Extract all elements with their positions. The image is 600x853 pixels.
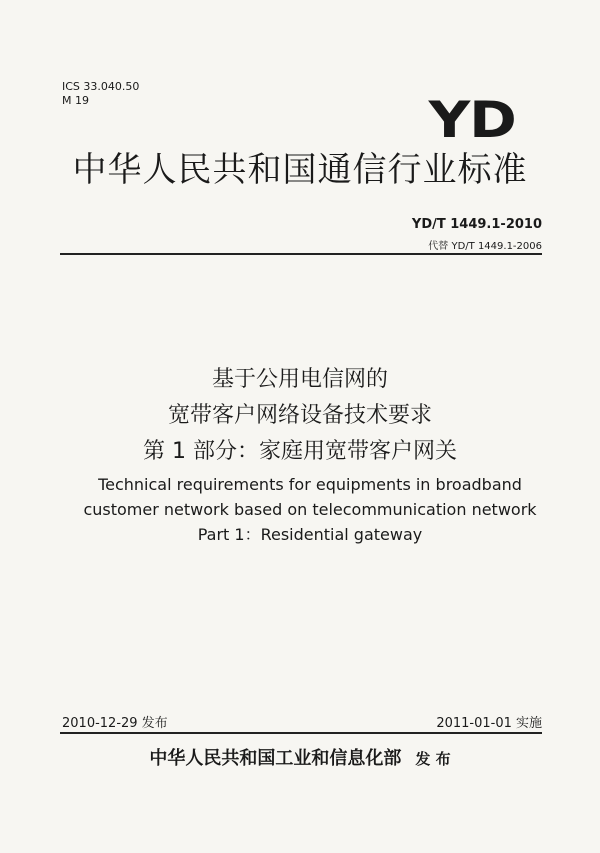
header-divider bbox=[60, 253, 542, 255]
classification-codes bbox=[62, 80, 139, 108]
ics-code: ICS 33.040.50 bbox=[62, 80, 140, 93]
publish-label: 发 布 bbox=[415, 750, 451, 768]
org-title: 中华人民共和国通信行业标准 bbox=[72, 150, 528, 190]
english-title-line: Technical requirements for equipments in broadband bbox=[98, 475, 522, 494]
publisher-line bbox=[0, 744, 600, 770]
chinese-title-line: 宽带客户网络设备技术要求 bbox=[167, 403, 432, 428]
chinese-title-line: 基于公用电信网的 bbox=[211, 367, 388, 392]
implementation-date: 2011-01-01 实施 bbox=[436, 716, 542, 731]
standard-number: YD/T 1449.1-2010 bbox=[411, 217, 542, 232]
yd-logo: YD bbox=[428, 91, 516, 149]
issue-date: 2010-12-29 发布 bbox=[62, 716, 168, 731]
chinese-title-line: 第 1 部分：家庭用宽带客户网关 bbox=[143, 439, 457, 464]
publisher-name: 中华人民共和国工业和信息化部 bbox=[149, 748, 402, 769]
class-code: M 19 bbox=[62, 94, 89, 107]
chinese-title bbox=[0, 362, 600, 470]
english-title-line: Part 1：Residential gateway bbox=[197, 525, 423, 544]
footer-divider bbox=[60, 732, 542, 734]
english-title bbox=[80, 472, 540, 547]
replaces-note: 代替 YD/T 1449.1-2006 bbox=[428, 241, 542, 252]
english-title-line: customer network based on telecommunication network bbox=[83, 500, 537, 519]
